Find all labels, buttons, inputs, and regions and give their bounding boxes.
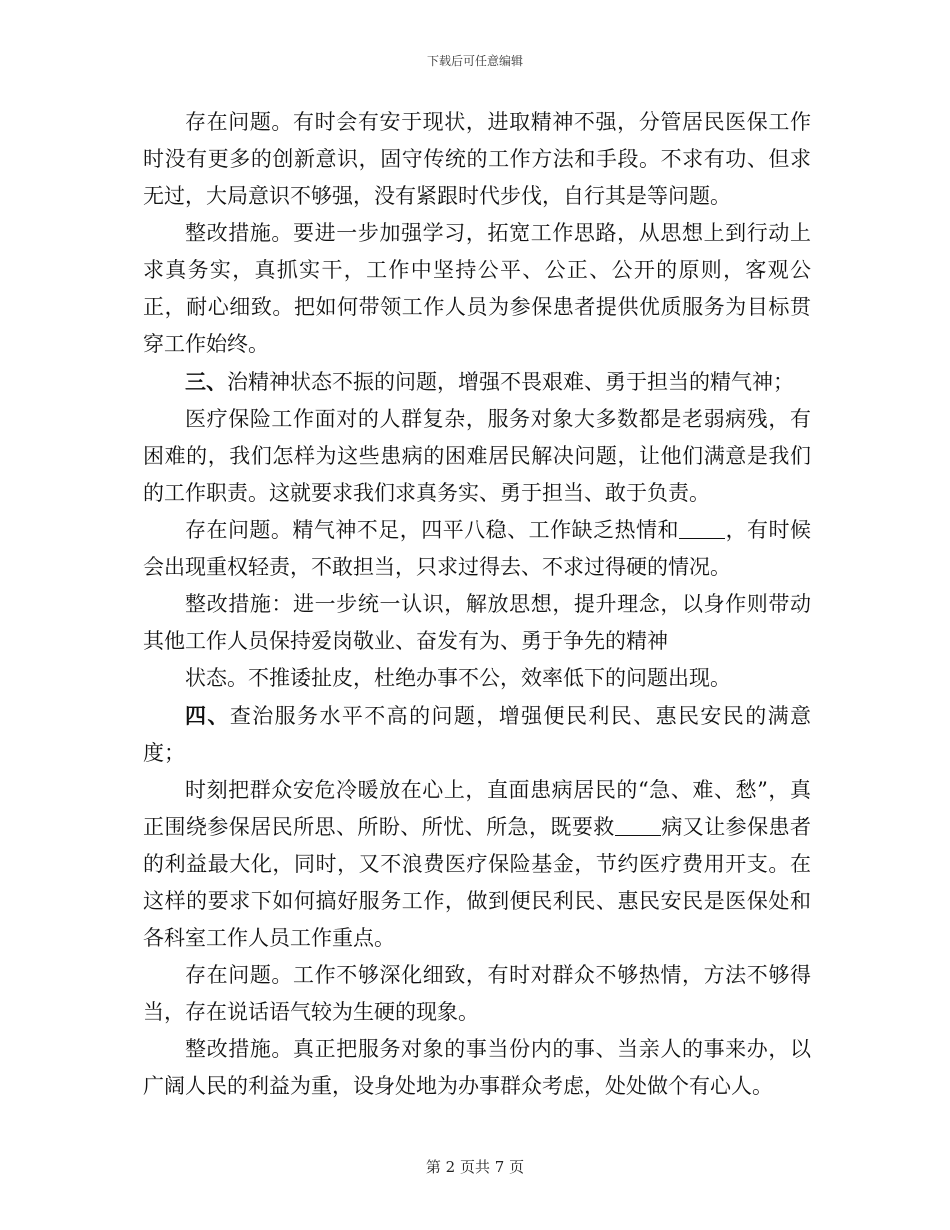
page-header: 下载后可任意编辑 (426, 54, 523, 68)
fill-blank (679, 517, 725, 539)
section-title-4: 查治服务水平不高的问题，增强便民利民、惠民安民的满意度； (143, 704, 812, 765)
section-heading-4 (143, 697, 811, 772)
paragraph-measure-4: 整改措施。真正把服务对象的事当份内的事、当亲人的事来办，以广阔人民的利益为重，设身处地为办事群众考虑，处处做个有心人。 (143, 1037, 811, 1098)
paragraph-problem-3-part-a: 存在问题。精气神不足，四平八稳、工作缺乏热情和 (185, 518, 679, 542)
paragraph-measure-3: 整改措施：进一步统一认识，解放思想，提升理念，以身作则带动其他工作人员保持爱岗敬业、奋发有为、勇于争先的精神 (143, 592, 811, 653)
page-footer: 第 2 页共 7 页 (425, 1158, 525, 1176)
document-body (143, 104, 811, 1105)
paragraph-context-4-part-a: 时刻把群众安危冷暖放在心上，直面患病居民的“急、难、愁”，真正围绕参保居民所思、所盼、所忧、所急，既要救 (143, 778, 811, 839)
section-number-4: 四、 (185, 703, 230, 728)
paragraph-problem-3 (143, 512, 811, 586)
paragraph-context-4 (143, 772, 811, 957)
paragraph-problem-4: 存在问题。工作不够深化细致，有时对群众不够热情，方法不够得当，存在说话语气较为生硬的现象。 (143, 963, 811, 1024)
paragraph-measure-3-continued: 状态。不推诿扯皮，杜绝办事不公，效率低下的问题出现。 (185, 666, 731, 690)
section-heading-3 (143, 363, 811, 401)
paragraph-measure-1: 整改措施。要进一步加强学习，拓宽工作思路，从思想上到行动上求真务实，真抓实干，工作中坚持公平、公正、公开的原则，客观公正，耐心细致。把如何带领工作人员为参保患者提供优质服务为目标贯穿工作始终。 (143, 221, 811, 356)
section-number-3: 三、 (185, 369, 227, 394)
paragraph-context-3: 医疗保险工作面对的人群复杂，服务对象大多数都是老弱病残，有困难的，我们怎样为这些患病的困难居民解决问题，让他们满意是我们的工作职责。这就要求我们求真务实、勇于担当、敢于负责。 (143, 407, 811, 505)
fill-blank (615, 814, 661, 836)
paragraph-context-4-part-b: 病又让参保患者的利益最大化，同时，又不浪费医疗保险基金，节约医疗费用开支。在这样的要求下如何搞好服务工作，做到便民利民、惠民安民是医保处和各科室工作人员工作重点。 (143, 815, 811, 950)
section-title-3: 治精神状态不振的问题，增强不畏艰难、勇于担当的精气神； (227, 370, 794, 394)
paragraph-problem-1: 存在问题。有时会有安于现状，进取精神不强，分管居民医保工作时没有更多的创新意识，固守传统的工作方法和手段。不求有功、但求无过，大局意识不够强，没有紧跟时代步伐，自行其是等问题。 (143, 110, 811, 208)
paragraph-problem-3-part-b: ，有时候会出现重权轻责，不敢担当，只求过得去、不求过得硬的情况。 (143, 518, 812, 579)
